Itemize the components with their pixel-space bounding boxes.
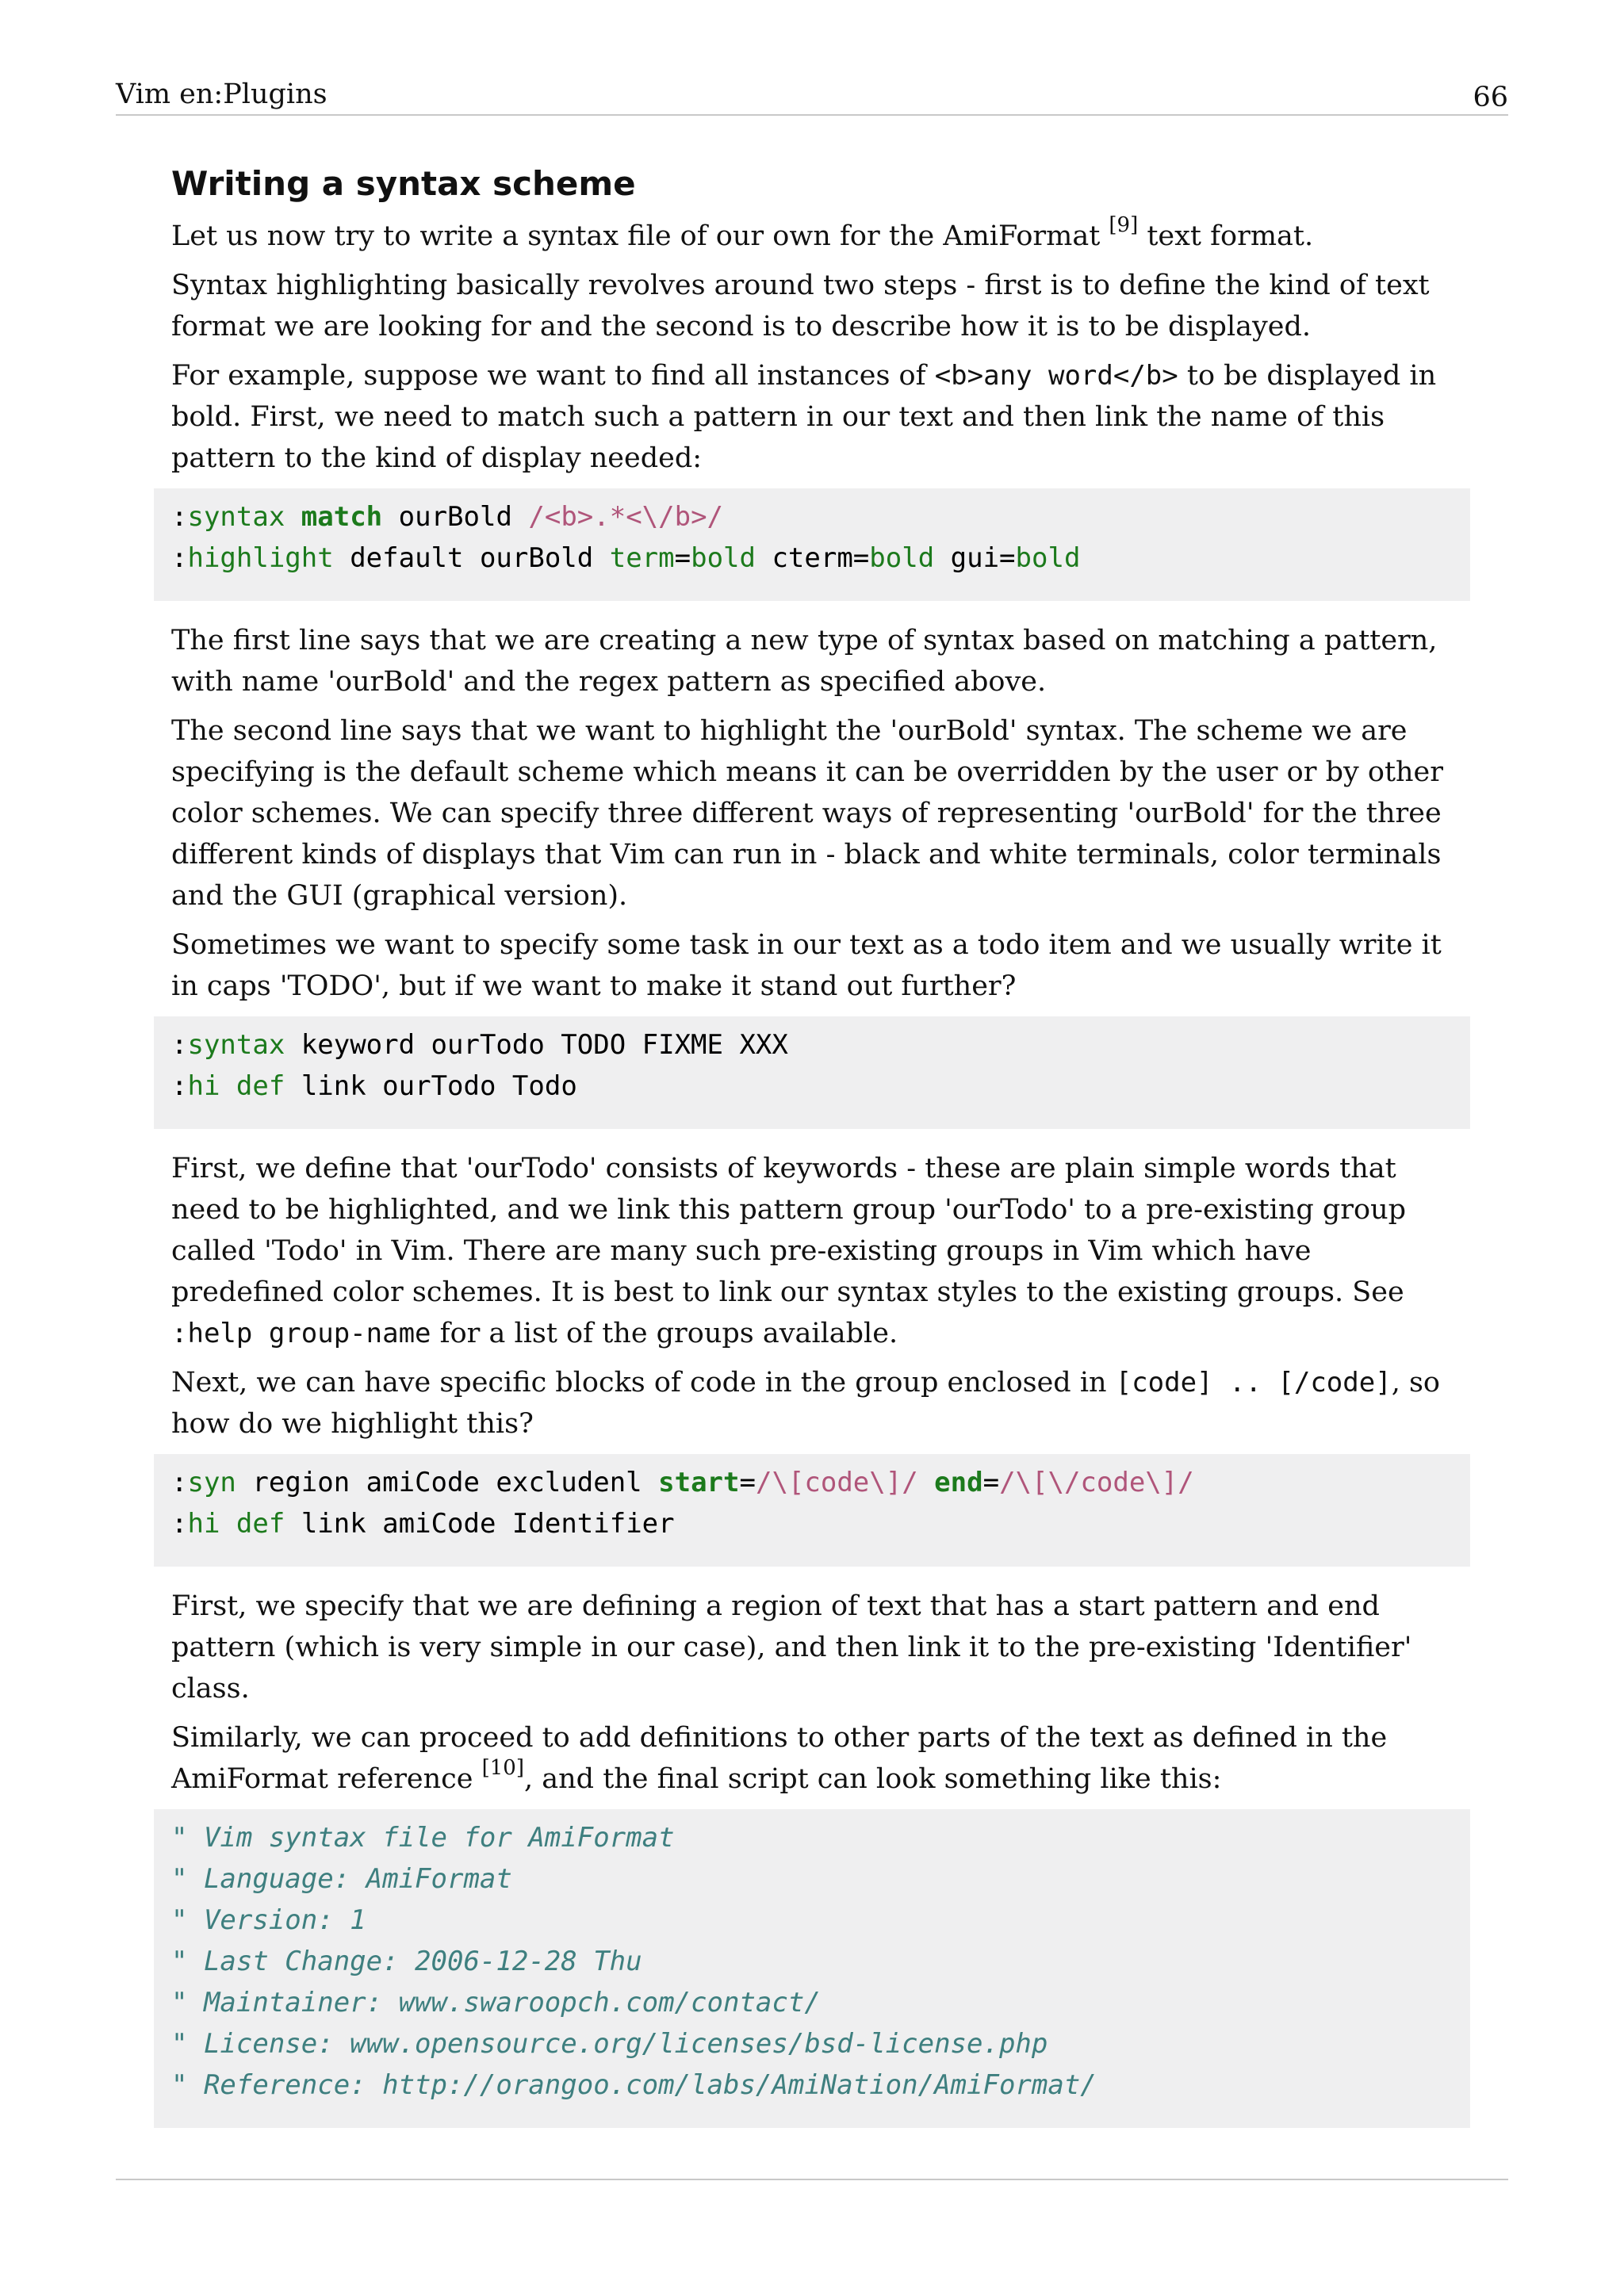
code-block-bold — [154, 488, 1470, 601]
paragraph-intro — [171, 213, 1472, 257]
running-title: Vim en:Plugins — [116, 78, 327, 110]
code-line: :syn region amiCode excludenl start=/\[code\]/ end=/\[\/code\]/ — [171, 1467, 1194, 1498]
code-block-final-script — [154, 1809, 1470, 2128]
page-header — [116, 75, 1508, 116]
paragraph-example — [171, 355, 1472, 479]
code-line: :syntax match ourBold /<b>.*<\/b>/ — [171, 501, 724, 533]
paragraph-todo: Sometimes we want to specify some task in our text as a todo item and we usually write it in caps 'TODO', but if we want to make it stand out further? — [171, 929, 1442, 1002]
paragraph-code-blocks — [171, 1362, 1472, 1445]
reference-link-9[interactable]: [9] — [1109, 213, 1139, 238]
page-footer-rule — [116, 2179, 1508, 2180]
paragraph-text: For example, suppose we want to find all instances of — [171, 360, 935, 392]
paragraph-text: Let us now try to write a syntax file of our own for the AmiFormat — [171, 220, 1109, 252]
paragraph-text: First, we define that 'ourTodo' consists of keywords - these are plain simple words that need to be highlighted, and we link this pattern group 'ourTodo' to a pre-existing group called 'Todo' in Vim. There are many such pre-existing groups in Vim which have predefined color schemes. It is best to link our syntax styles to the existing groups. See — [171, 1153, 1407, 1308]
inline-code: <b>any word</b> — [934, 360, 1178, 392]
paragraph-region: First, we specify that we are defining a region of text that has a start pattern and end pattern (which is very simple in our case), and then link it to the pre-existing 'Identifier' class. — [171, 1590, 1412, 1705]
code-line: :hi def link amiCode Identifier — [171, 1508, 675, 1540]
code-comment-line: " Language: AmiFormat — [171, 1863, 512, 1895]
code-block-region — [154, 1454, 1470, 1567]
paragraph-two-steps: Syntax highlighting basically revolves around two steps - first is to define the kind of text format we are looking for and the second is to describe how it is to be displayed. — [171, 270, 1430, 342]
inline-code: :help group-name — [171, 1318, 431, 1349]
paragraph-second-line: The second line says that we want to highlight the 'ourBold' syntax. The scheme we are specifying is the default scheme which means it can be overridden by the user or by other color schemes. We can specify three different ways of representing 'ourBold' for the three different kinds of displays that Vim can run in - black and white terminals, color terminals and the GUI (graphical version). — [171, 715, 1444, 912]
code-comment-line: " Version: 1 — [171, 1904, 366, 1936]
code-comment-line: " Maintainer: www.swaroopch.com/contact/ — [171, 1987, 821, 2019]
paragraph-text: text format. — [1138, 220, 1314, 252]
code-block-todo — [154, 1016, 1470, 1129]
paragraph-text: for a list of the groups available. — [431, 1318, 898, 1349]
paragraph-text: , so how do we highlight this? — [171, 1367, 1440, 1440]
paragraph-keywords — [171, 1148, 1472, 1354]
code-comment-line: " Reference: http://orangoo.com/labs/AmiNation/AmiFormat/ — [171, 2069, 1097, 2101]
paragraph-final-script — [171, 1717, 1472, 1800]
main-content — [171, 160, 1472, 2147]
code-comment-line: " License: www.opensource.org/licenses/bsd-license.php — [171, 2028, 1048, 2060]
paragraph-first-line: The first line says that we are creating a new type of syntax based on matching a pattern, with name 'ourBold' and the regex pattern as specified above. — [171, 625, 1438, 698]
paragraph-text: , and the final script can look something like this: — [524, 1763, 1222, 1795]
reference-link-10[interactable]: [10] — [481, 1756, 524, 1781]
code-line: :highlight default ourBold term=bold cterm=bold gui=bold — [171, 542, 1081, 574]
page-number: 66 — [1473, 82, 1508, 113]
code-line: :syntax keyword ourTodo TODO FIXME XXX — [171, 1029, 788, 1061]
inline-code: [code] .. [/code] — [1115, 1367, 1392, 1399]
paragraph-text: Similarly, we can proceed to add definitions to other parts of the text as defined in the AmiFormat reference — [171, 1722, 1388, 1795]
code-line: :hi def link ourTodo Todo — [171, 1070, 577, 1102]
code-comment-line: " Last Change: 2006-12-28 Thu — [171, 1946, 642, 1977]
paragraph-text: to be displayed in bold. First, we need to match such a pattern in our text and then link the name of this pattern to the kind of display needed: — [171, 360, 1437, 474]
section-title: Writing a syntax scheme — [171, 164, 636, 203]
paragraph-text: Next, we can have specific blocks of code in the group enclosed in — [171, 1367, 1116, 1399]
code-comment-line: " Vim syntax file for AmiFormat — [171, 1822, 675, 1854]
